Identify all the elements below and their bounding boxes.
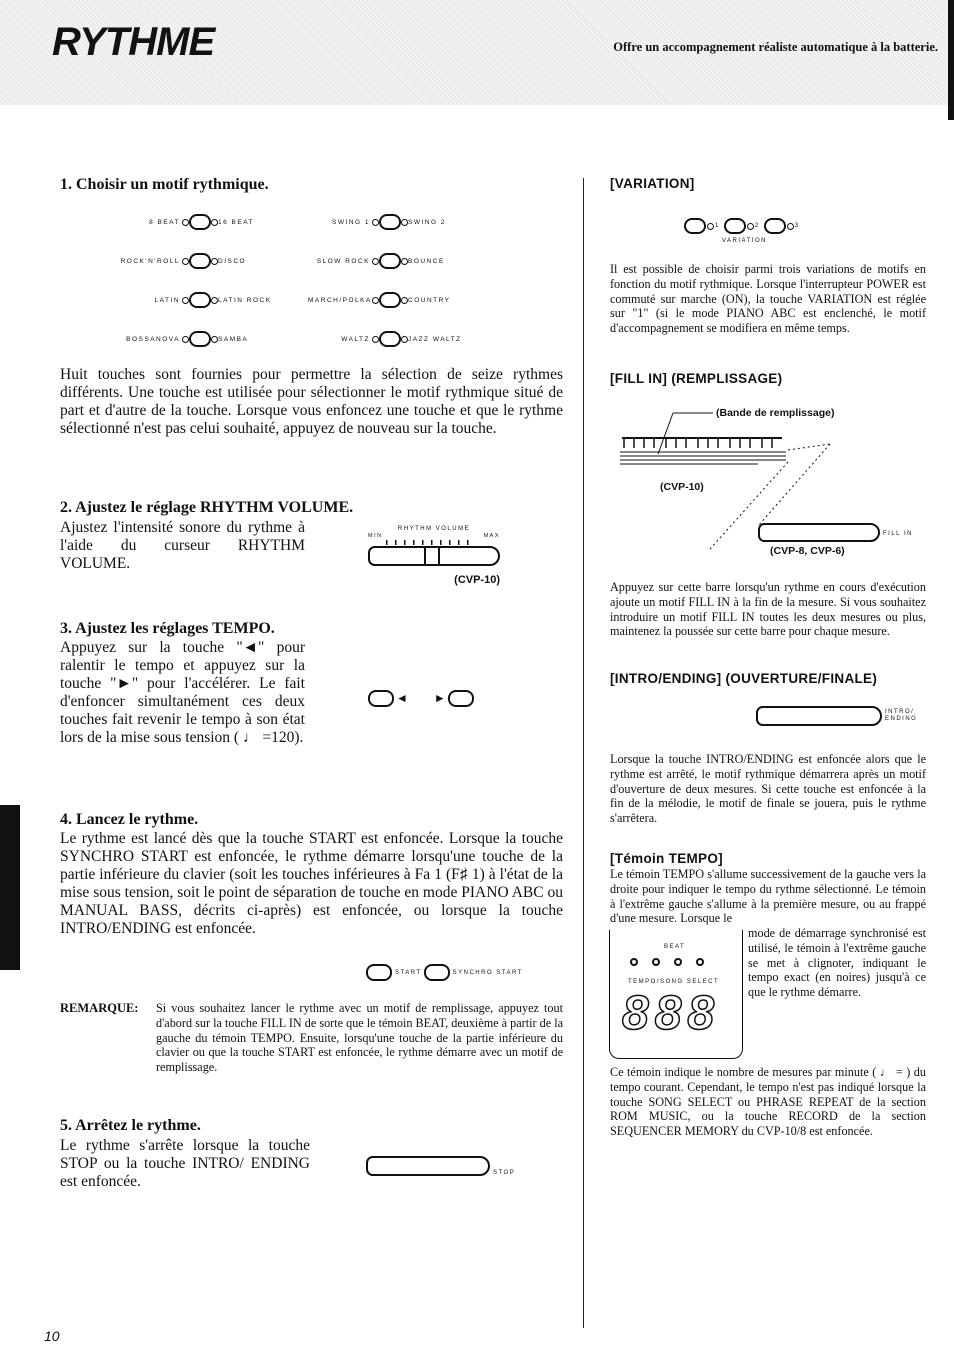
rhythm-label: 16 BEAT [218, 218, 255, 226]
rhythm-select-button[interactable] [379, 292, 401, 308]
led-indicator [401, 336, 408, 343]
section-1-heading: 1. Choisir un motif rythmique. [60, 176, 269, 193]
beat-led [696, 958, 704, 966]
variation-label: 2 [754, 223, 760, 229]
rhythm-label: LATIN [154, 296, 180, 304]
section-2-text: Ajustez l'intensité sonore du rythme à l'aide du curseur RHYTHM VOLUME. [60, 519, 305, 572]
intro-label: INTRO/ [885, 709, 915, 715]
side-tab-marker [0, 805, 20, 970]
intro-ending-heading: [INTRO/ENDING] (OUVERTURE/FINALE) [610, 671, 878, 686]
rhythm-row-1 [120, 214, 480, 230]
rhythm-volume-slider[interactable] [368, 546, 500, 566]
led-indicator [182, 336, 189, 343]
note-text: Si vous souhaitez lancer le rythme avec un motif de remplissage, appuyez tout d'abord sur la touche FILL IN de sorte que le témoin BEAT, deuxième à partir de la gauche du témoin TEMPO. Ensuite, lorsqu'une touche de la partie inférieure du clavier ou que la touche START est enfoncée, le rythme démarre avec un motif de remplissage. [156, 1001, 563, 1075]
section-5-text: Le rythme s'arrête lorsque la touche STOP ou la touche INTRO/ ENDING est enfoncée. [60, 1137, 310, 1190]
rhythm-label: 8 BEAT [149, 218, 180, 226]
rhythm-select-button[interactable] [379, 331, 401, 347]
rhythm-select-button[interactable] [189, 253, 211, 269]
tempo-text-top: Le témoin TEMPO s'allume successivement de la gauche vers la droite pour indiquer le tempo du rythme sélectionné. Le témoin à l'extrême gauche s'allume à la première mesure, ou au frappé d'une mesure. Lorsque le [610, 867, 926, 926]
rhythm-volume-label: RHYTHM VOLUME [397, 526, 471, 532]
scale-ticks [386, 540, 476, 545]
variation-label: 1 [715, 223, 720, 229]
variation-button-2[interactable] [724, 218, 746, 234]
rhythm-row-3 [120, 292, 480, 308]
led-indicator [372, 297, 379, 304]
rhythm-select-button[interactable] [189, 214, 211, 230]
rhythm-label: SLOW ROCK [316, 257, 370, 265]
tempo-text-side: mode de démarrage synchronisé est utilisé, le témoin à l'extrême gauche se met à clignoter, indiquant le tempo exact (en noires) jusqu'à ce que le rythme démarre. [748, 926, 926, 1000]
tempo-song-select-label: TEMPO/SONG SELECT [628, 979, 720, 985]
fill-in-text: Appuyez sur cette barre lorsqu'un rythme en cours d'exécution ajoute un motif FILL IN à la fin de la mesure. Si vous souhaitez introduire un motif FILL IN toutes les deux mesures ou plus, maintenez la poussée sur cette barre pour chaque mesure. [610, 580, 926, 639]
rhythm-row-2 [120, 253, 480, 269]
led-indicator [182, 258, 189, 265]
beat-led [674, 958, 682, 966]
start-button[interactable] [366, 964, 392, 981]
rhythm-button-grid [120, 214, 480, 347]
rhythm-label: SWING 2 [408, 218, 446, 226]
rhythm-select-button[interactable] [189, 292, 211, 308]
stop-button-figure [366, 1156, 515, 1176]
rhythm-label: DISCO [218, 257, 247, 265]
column-divider [583, 178, 584, 1328]
tempo-indicator-heading: [Témoin TEMPO] [610, 851, 723, 866]
page-number: 10 [44, 1328, 60, 1344]
rhythm-label: JAZZ WALTZ [408, 335, 462, 343]
page-subtitle: Offre un accompagnement réaliste automatique à la batterie. [613, 40, 938, 54]
rhythm-label: COUNTRY [408, 296, 451, 304]
led-indicator [372, 336, 379, 343]
rhythm-label: LATIN ROCK [218, 296, 272, 304]
section-2-heading: 2. Ajustez le réglage RHYTHM VOLUME. [60, 499, 354, 516]
tempo-down-button[interactable] [368, 690, 394, 707]
stop-label: STOP [493, 1170, 516, 1176]
variation-button-3[interactable] [764, 218, 786, 234]
rhythm-select-button[interactable] [189, 331, 211, 347]
rhythm-label: SAMBA [218, 335, 249, 343]
variation-heading: [VARIATION] [610, 176, 695, 191]
fill-in-button[interactable] [758, 523, 880, 542]
intro-ending-button-figure [756, 706, 917, 726]
max-label: MAX [483, 533, 500, 539]
header-edge-mark [948, 0, 954, 120]
rhythm-label: MARCH/POLKA [308, 296, 372, 304]
led-indicator [401, 219, 408, 226]
rhythm-label: BOSSANOVA [126, 335, 180, 343]
page-title: RYTHME [52, 20, 215, 64]
seven-segment-display: 888 [622, 987, 721, 1040]
note-block [60, 1001, 563, 1075]
beat-leds [630, 958, 704, 966]
right-arrow-icon: ► [433, 691, 446, 705]
section-3-heading: 3. Ajustez les réglages TEMPO. [60, 620, 275, 637]
rhythm-label: BOUNCE [408, 257, 445, 265]
led-indicator [707, 223, 714, 230]
rhythm-row-4 [120, 331, 480, 347]
variation-label: 3 [794, 223, 800, 229]
stop-button[interactable] [366, 1156, 490, 1176]
led-indicator [211, 297, 218, 304]
min-label: MIN [368, 533, 383, 539]
rhythm-select-button[interactable] [379, 214, 401, 230]
model-label: (CVP-8, CVP-6) [770, 545, 845, 557]
variation-buttons [684, 218, 824, 244]
beat-led [652, 958, 660, 966]
led-indicator [182, 219, 189, 226]
beat-label: BEAT [664, 944, 686, 950]
synchro-start-button[interactable] [424, 964, 450, 981]
led-indicator [787, 223, 794, 230]
section-4-text: Le rythme est lancé dès que la touche START est enfoncée. Lorsque la touche SYNCHRO START est enfoncée, le rythme démarre lorsqu'une touche de la partie inférieure du clavier (soit les touches inférieures à Fa 1 (F♯ 1) à l'état de la mise sous tension, soit le point de séparation de touche en mode PIANO ABC ou MANUAL BASS, décrits ci-après) est enfoncée, ou lorsque la touche INTRO/ENDING est enfoncée. [60, 830, 563, 937]
led-indicator [211, 219, 218, 226]
start-label: START [395, 969, 422, 976]
start-buttons [366, 964, 523, 981]
tempo-buttons [368, 690, 474, 707]
rhythm-select-button[interactable] [379, 253, 401, 269]
rhythm-label: SWING 1 [332, 218, 370, 226]
fill-in-label: FILL IN [883, 531, 913, 537]
led-indicator [211, 336, 218, 343]
intro-ending-button[interactable] [756, 706, 882, 726]
fill-band-callout: (Bande de remplissage) [716, 407, 835, 419]
led-indicator [401, 297, 408, 304]
led-indicator [401, 258, 408, 265]
variation-button-1[interactable] [684, 218, 706, 234]
note-label: REMARQUE: [60, 1001, 139, 1015]
led-indicator [747, 223, 754, 230]
intro-ending-text: Lorsque la touche INTRO/ENDING est enfoncée alors que le rythme est arrêté, le motif rythmique démarrera après un motif d'ouverture de deux mesures. Si cette touche est enfoncée à la fin de la mélodie, le motif de finale se jouera, puis le rythme s'arrêtera. [610, 752, 926, 826]
ending-label: ENDING [885, 716, 918, 722]
led-indicator [372, 219, 379, 226]
variation-text: Il est possible de choisir parmi trois variations de motifs en fonction du motif rythmique. Lorsque l'interrupteur POWER est commuté sur marche (ON), la touche VARIATION est réglée sur "1" (si le mode PIANO ABC est enclenché, le motif d'accompagnement se modifiera en même temps. [610, 262, 926, 336]
slider-knob[interactable] [424, 546, 440, 566]
rhythm-label: WALTZ [341, 335, 370, 343]
led-indicator [211, 258, 218, 265]
synchro-start-label: SYNCHRO START [452, 969, 523, 976]
rhythm-label: ROCK'N'ROLL [120, 257, 180, 265]
led-indicator [372, 258, 379, 265]
section-1-text: Huit touches sont fournies pour permettre la sélection de seize rythmes différents. Une touche est utilisée pour sélectionner le motif rythmique situé de part et d'autre de la touche. Lorsque vous enfoncez une touche et que le rythme sélectionné n'est pas celui souhaité, appuyez de nouveau sur la touche. [60, 366, 563, 437]
tempo-text-bottom: Ce témoin indique le nombre de mesures par minute ( ♩ = ) du tempo courant. Cependant, le tempo n'est pas indiqué lorsque la touche SONG SELECT ou PHRASE REPEAT de la section ROM MUSIC, ou la touche RECORD de la section SEQUENCER MEMORY du CVP-10/8 est enfoncée. [610, 1065, 926, 1139]
led-indicator [182, 297, 189, 304]
fill-in-figure [618, 404, 928, 560]
section-3-text: Appuyez sur la touche "◄" pour ralentir le tempo et appuyez sur la touche "►" pour l'accélérer. Le fait d'enfoncer simultanément ces deux touches fait revenir le tempo à son état lors de la mise sous tension ( ♩ =120). [60, 639, 305, 746]
section-4-heading: 4. Lancez le rythme. [60, 811, 199, 828]
variation-caption: VARIATION [722, 238, 767, 244]
model-label: (CVP-10) [660, 481, 704, 493]
section-5-heading: 5. Arrêtez le rythme. [60, 1117, 201, 1134]
rhythm-volume-slider-figure [368, 526, 500, 616]
left-arrow-icon: ◄ [396, 691, 408, 705]
beat-led [630, 958, 638, 966]
tempo-display-figure [609, 930, 743, 1059]
fill-in-heading: [FILL IN] (REMPLISSAGE) [610, 371, 783, 386]
tempo-up-button[interactable] [448, 690, 474, 707]
model-label: (CVP-10) [454, 574, 500, 586]
